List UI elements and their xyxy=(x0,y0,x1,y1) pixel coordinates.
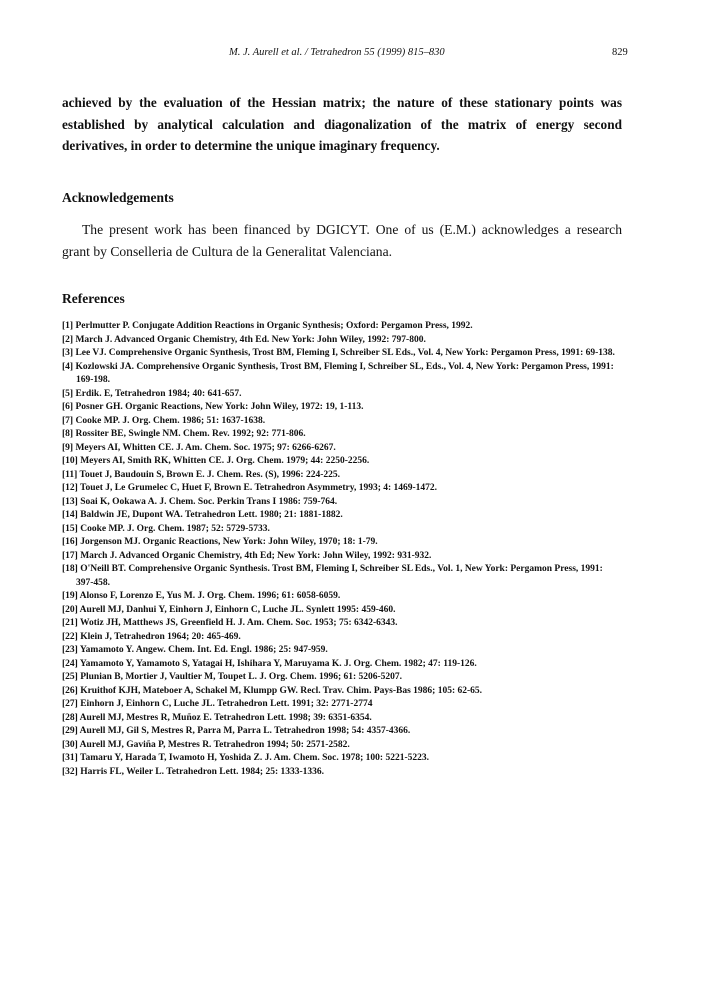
reference-item: [7] Cooke MP. J. Org. Chem. 1986; 51: 1637-1638. xyxy=(62,415,266,426)
reference-item: [28] Aurell MJ, Mestres R, Muñoz E. Tetrahedron Lett. 1998; 39: 6351-6354. xyxy=(62,712,372,723)
reference-item: [9] Meyers AI, Whitten CE. J. Am. Chem. Soc. 1975; 97: 6266-6267. xyxy=(62,442,336,453)
reference-item: [17] March J. Advanced Organic Chemistry, 4th Ed; New York: John Wiley, 1992: 931-932. xyxy=(62,550,432,561)
reference-item: [20] Aurell MJ, Danhui Y, Einhorn J, Einhorn C, Luche JL. Synlett 1995: 459-460. xyxy=(62,604,396,615)
acknowledgements-paragraph xyxy=(62,219,622,262)
reference-item: [30] Aurell MJ, Gaviña P, Mestres R. Tetrahedron 1994; 50: 2571-2582. xyxy=(62,739,350,750)
reference-item: [3] Lee VJ. Comprehensive Organic Synthesis, Trost BM, Fleming I, Schreiber SL Eds., Vol. 4, New York: Pergamon Press, 1991: 69-138. xyxy=(62,348,615,358)
intro-line: achieved by the evaluation of the Hessian matrix; the nature of these stationary points was xyxy=(62,95,622,110)
reference-item: [27] Einhorn J, Einhorn C, Luche JL. Tetrahedron Lett. 1991; 32: 2771-2774 xyxy=(62,699,373,709)
reference-item: [24] Yamamoto Y, Yamamoto S, Yatagai H, Ishihara Y, Maruyama K. J. Org. Chem. 1982; 47: 119-126. xyxy=(62,658,477,669)
reference-item: [23] Yamamoto Y. Angew. Chem. Int. Ed. Engl. 1986; 25: 947-959. xyxy=(62,645,328,655)
reference-item: [16] Jorgenson MJ. Organic Reactions, New York: John Wiley, 1970; 18: 1-79. xyxy=(62,537,378,547)
reference-list xyxy=(62,320,622,779)
reference-item: [15] Cooke MP. J. Org. Chem. 1987; 52: 5729-5733. xyxy=(62,523,270,534)
acknowledgements-heading: Acknowledgements xyxy=(62,190,174,205)
reference-item: [6] Posner GH. Organic Reactions, New York: John Wiley, 1972: 19, 1-113. xyxy=(62,402,364,412)
running-header-citation: M. J. Aurell et al. / Tetrahedron 55 (1999) 815–830 xyxy=(229,47,445,58)
reference-item: [21] Wotiz JH, Matthews JS, Greenfield H. J. Am. Chem. Soc. 1953; 75: 6342-6343. xyxy=(62,618,398,628)
reference-item: [22] Klein J, Tetrahedron 1964; 20: 465-469. xyxy=(62,631,241,642)
reference-item: [10] Meyers AI, Smith RK, Whitten CE. J. Org. Chem. 1979; 44: 2250-2256. xyxy=(62,456,370,466)
intro-line: established by analytical calculation and diagonalization of the matrix of energy second xyxy=(62,116,622,132)
reference-item: [5] Erdik. E, Tetrahedron 1984; 40: 641-657. xyxy=(62,388,242,399)
reference-item: [2] March J. Advanced Organic Chemistry, 4th Ed. New York: John Wiley, 1992: 797-800. xyxy=(62,334,426,345)
reference-item: [8] Rossiter BE, Swingle NM. Chem. Rev. 1992; 92: 771-806. xyxy=(62,429,306,439)
references-heading: References xyxy=(62,291,125,306)
running-header xyxy=(0,47,701,61)
reference-item: [31] Tamaru Y, Harada T, Iwamoto H, Yoshida Z. J. Am. Chem. Soc. 1978; 100: 5221-5223. xyxy=(62,753,430,763)
reference-item: [13] Soai K, Ookawa A. J. Chem. Soc. Perkin Trans I 1986: 759-764. xyxy=(62,496,338,507)
acknowledgements-line: The present work has been financed by DGICYT. One of us (E.M.) acknowledges a research xyxy=(82,222,622,237)
reference-item: [32] Harris FL, Weiler L. Tetrahedron Lett. 1984; 25: 1333-1336. xyxy=(62,766,325,777)
reference-item: [1] Perlmutter P. Conjugate Addition Reactions in Organic Synthesis; Oxford: Pergamon Press, 1992. xyxy=(62,321,473,331)
reference-item: [25] Plunian B, Mortier J, Vaultier M, Toupet L. J. Org. Chem. 1996; 61: 5206-5207. xyxy=(62,672,403,682)
page-number: 829 xyxy=(612,47,628,58)
intro-line: derivatives, in order to determine the unique imaginary frequency. xyxy=(62,138,440,153)
reference-item: [14] Baldwin JE, Dupont WA. Tetrahedron Lett. 1980; 21: 1881-1882. xyxy=(62,510,343,520)
reference-item: [26] Kruithof KJH, Mateboer A, Schakel M, Klumpp GW. Recl. Trav. Chim. Pays-Bas 1986; 105: 62-65. xyxy=(62,685,483,696)
reference-item: [12] Touet J, Le Grumelec C, Huet F, Brown E. Tetrahedron Asymmetry, 1993; 4: 1469-1472. xyxy=(62,483,438,493)
reference-item: [11] Touet J, Baudouin S, Brown E. J. Chem. Res. (S), 1996: 224-225. xyxy=(62,469,341,480)
reference-item: [29] Aurell MJ, Gil S, Mestres R, Parra M, Parra L. Tetrahedron 1998; 54: 4357-4366. xyxy=(62,726,411,736)
acknowledgements-line: grant by Conselleria de Cultura de la Generalitat Valenciana. xyxy=(62,243,393,259)
reference-item: [19] Alonso F, Lorenzo E, Yus M. J. Org. Chem. 1996; 61: 6058-6059. xyxy=(62,591,341,601)
intro-paragraph xyxy=(62,92,622,157)
reference-item: [4] Kozlowski JA. Comprehensive Organic Synthesis, Trost BM, Fleming I, Schreiber SL, Eds., Vol. 4, New York: Pergamon Press, 1991: 169-198. xyxy=(62,361,614,385)
reference-item: [18] O'Neill BT. Comprehensive Organic Synthesis. Trost BM, Fleming I, Schreiber SL Eds., Vol. 1, New York: Pergamon Press, 1991: 397-458. xyxy=(62,564,603,588)
